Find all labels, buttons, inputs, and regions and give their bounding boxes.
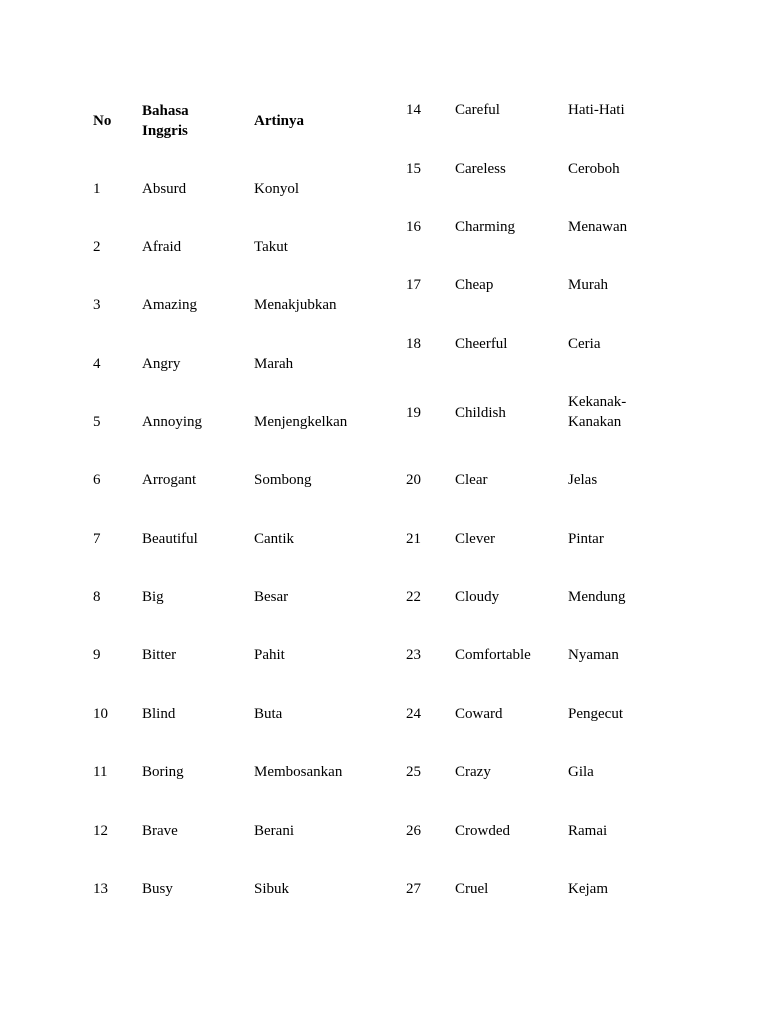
right-row-meaning: Murah <box>568 277 608 293</box>
right-row-english: Cheerful <box>455 336 508 352</box>
left-row-meaning: Berani <box>254 823 294 839</box>
left-row-meaning: Membosankan <box>254 764 343 780</box>
right-row-meaning: Jelas <box>568 472 598 488</box>
right-row-english: Charming <box>455 219 515 235</box>
left-row-no: 6 <box>93 472 101 488</box>
left-row-meaning: Buta <box>254 706 283 722</box>
left-row-no: 5 <box>93 414 101 430</box>
left-row-meaning: Sibuk <box>254 881 290 897</box>
left-row-meaning: Takut <box>254 239 288 255</box>
left-row-english: Annoying <box>142 414 202 430</box>
right-row-no: 26 <box>406 823 421 839</box>
left-row-english: Blind <box>142 706 176 722</box>
left-row-no: 11 <box>93 764 108 780</box>
header-english-line2: Inggris <box>142 123 188 139</box>
right-row-english: Comfortable <box>455 647 531 663</box>
right-row-meaning: Pintar <box>568 531 604 547</box>
right-row-no: 23 <box>406 647 421 663</box>
right-row-meaning-line2: Kanakan <box>568 414 622 430</box>
left-row-meaning: Sombong <box>254 472 312 488</box>
right-row-no: 16 <box>406 219 421 235</box>
right-row-no: 22 <box>406 589 421 605</box>
left-row-english: Afraid <box>142 239 182 255</box>
right-row-meaning: Ceria <box>568 336 601 352</box>
right-row-english: Cheap <box>455 277 494 293</box>
right-row-english: Careless <box>455 161 506 177</box>
left-row-english: Bitter <box>142 647 177 663</box>
left-row-english: Angry <box>142 356 181 372</box>
right-row-no: 14 <box>406 102 421 118</box>
left-row-english: Brave <box>142 823 178 839</box>
right-row-no: 17 <box>406 277 421 293</box>
right-row-meaning: Menawan <box>568 219 628 235</box>
right-row-english: Cruel <box>455 881 489 897</box>
right-row-english: Careful <box>455 102 500 118</box>
header-english-line1: Bahasa <box>142 103 189 119</box>
right-row-english: Cloudy <box>455 589 500 605</box>
right-row-no: 25 <box>406 764 421 780</box>
left-row-no: 8 <box>93 589 101 605</box>
right-row-meaning: Pengecut <box>568 706 623 722</box>
right-row-english: Clever <box>455 531 495 547</box>
right-row-no: 27 <box>406 881 421 897</box>
right-row-english: Coward <box>455 706 503 722</box>
left-row-meaning: Besar <box>254 589 289 605</box>
left-row-english: Arrogant <box>142 472 197 488</box>
right-row-no: 20 <box>406 472 421 488</box>
left-row-no: 7 <box>93 531 101 547</box>
right-row-meaning: Gila <box>568 764 594 780</box>
left-row-no: 3 <box>93 297 101 313</box>
right-row-no: 15 <box>406 161 421 177</box>
left-row-meaning: Marah <box>254 356 294 372</box>
right-row-no: 24 <box>406 706 421 722</box>
header-meaning: Artinya <box>254 113 304 129</box>
right-row-meaning: Nyaman <box>568 647 619 663</box>
right-row-english: Clear <box>455 472 488 488</box>
right-row-english: Crazy <box>455 764 491 780</box>
left-row-no: 9 <box>93 647 101 663</box>
left-row-meaning: Menjengkelkan <box>254 414 348 430</box>
left-row-no: 12 <box>93 823 108 839</box>
left-row-english: Busy <box>142 881 173 897</box>
left-row-no: 4 <box>93 356 101 372</box>
header-no: No <box>93 113 112 129</box>
left-row-no: 13 <box>93 881 108 897</box>
left-row-meaning: Menakjubkan <box>254 297 337 313</box>
left-row-meaning: Pahit <box>254 647 285 663</box>
right-row-meaning: Mendung <box>568 589 626 605</box>
left-row-english: Boring <box>142 764 184 780</box>
left-row-english: Big <box>142 589 164 605</box>
right-row-no: 19 <box>406 405 421 421</box>
left-row-no: 2 <box>93 239 101 255</box>
right-row-meaning-line1: Kekanak- <box>568 394 627 410</box>
left-row-meaning: Cantik <box>254 531 294 547</box>
right-row-no: 18 <box>406 336 421 352</box>
left-row-meaning: Konyol <box>254 181 299 197</box>
left-row-no: 10 <box>93 706 108 722</box>
left-row-no: 1 <box>93 181 101 197</box>
left-row-english: Absurd <box>142 181 187 197</box>
right-row-english: Childish <box>455 405 506 421</box>
left-row-english: Beautiful <box>142 531 198 547</box>
right-row-meaning: Kejam <box>568 881 608 897</box>
right-row-meaning: Ramai <box>568 823 608 839</box>
right-row-english: Crowded <box>455 823 510 839</box>
right-row-no: 21 <box>406 531 421 547</box>
left-row-english: Amazing <box>142 297 197 313</box>
right-row-meaning: Hati-Hati <box>568 102 625 118</box>
right-row-meaning: Ceroboh <box>568 161 620 177</box>
